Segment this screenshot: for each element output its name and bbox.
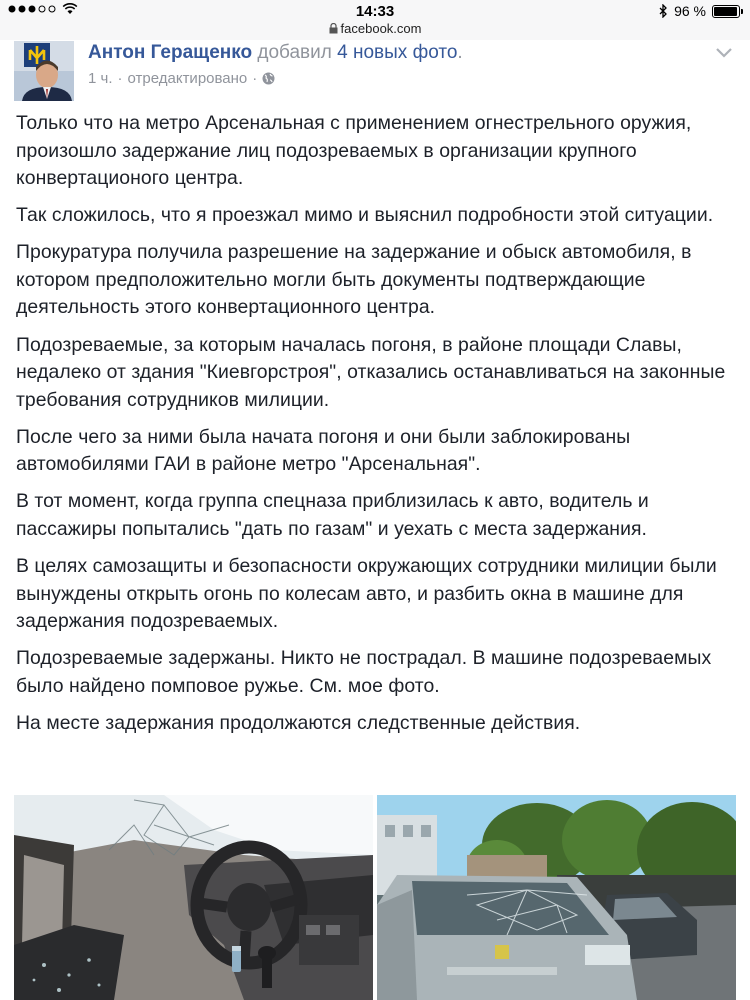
globe-icon[interactable] xyxy=(262,72,275,85)
avatar[interactable] xyxy=(14,41,74,101)
post-paragraph: Прокуратура получила разрешение на задержание и обыск автомобиля, в котором предположительно могли быть документы подтверждающие деятельность этого конвертационного центра. xyxy=(16,241,692,319)
meta-separator: · xyxy=(117,70,123,87)
photos-link[interactable]: 4 новых фото xyxy=(337,42,458,63)
status-time: 14:33 xyxy=(355,3,395,20)
address-bar[interactable] xyxy=(0,21,750,36)
photo-car-exterior[interactable] xyxy=(377,795,736,1000)
post-paragraph: Подозреваемые, за которым началась погоня, в районе площади Славы, недалеко от здания "Киевгорстроя", отказались останавливаться на законные требования сотрудников милиции. xyxy=(16,333,726,411)
post-header xyxy=(0,40,750,102)
edited-label[interactable]: отредактировано xyxy=(127,70,248,87)
lock-icon xyxy=(329,23,338,34)
status-right xyxy=(658,3,740,19)
action-end: . xyxy=(457,42,463,63)
post-paragraph: Подозреваемые задержаны. Никто не пострадал. В машине подозреваемых было найдено помповое ружье. См. мое фото. xyxy=(16,647,712,697)
url-text: facebook.com xyxy=(340,21,422,36)
photo-grid xyxy=(14,795,736,1000)
post-paragraph: Только что на метро Арсенальная с применением огнестрельного оружия, произошло задержание лиц подозреваемых в организации крупного конвертационого центра. xyxy=(16,112,692,189)
photo-car-interior[interactable] xyxy=(14,795,373,1000)
meta-separator-2: · xyxy=(252,70,258,87)
action-text: добавил xyxy=(257,42,332,63)
battery-level xyxy=(714,7,737,16)
chevron-down-icon[interactable] xyxy=(714,44,734,60)
post-paragraph: На месте задержания продолжаются следственные действия. xyxy=(16,712,581,734)
status-bar xyxy=(0,0,750,40)
post-title-line xyxy=(88,42,463,64)
author-name[interactable]: Антон Геращенко xyxy=(88,42,253,63)
post-paragraph: В целях самозащиты и безопасности окружающих сотрудники милиции были вынуждены открыть огонь по колесам авто, и разбить окна в машине для задержания подозреваемых. xyxy=(16,555,717,633)
bluetooth-icon xyxy=(658,4,668,18)
post-paragraph: После чего за ними была начата погоня и они были заблокированы автомобилями ГАИ в районе метро "Арсенальная". xyxy=(16,425,631,476)
post-paragraph: В тот момент, когда группа спецназа приблизилась к авто, водитель и пассажиры попытались "дать по газам" и уехать с места задержания. xyxy=(16,490,649,540)
post-meta xyxy=(88,70,275,87)
battery-percent: 96 % xyxy=(674,3,706,19)
battery-icon xyxy=(712,5,740,18)
post-time[interactable]: 1 ч. xyxy=(88,70,113,87)
post-paragraph: Так сложилось, что я проезжал мимо и выяснил подробности этой ситуации. xyxy=(16,204,714,227)
post-body xyxy=(16,110,736,747)
